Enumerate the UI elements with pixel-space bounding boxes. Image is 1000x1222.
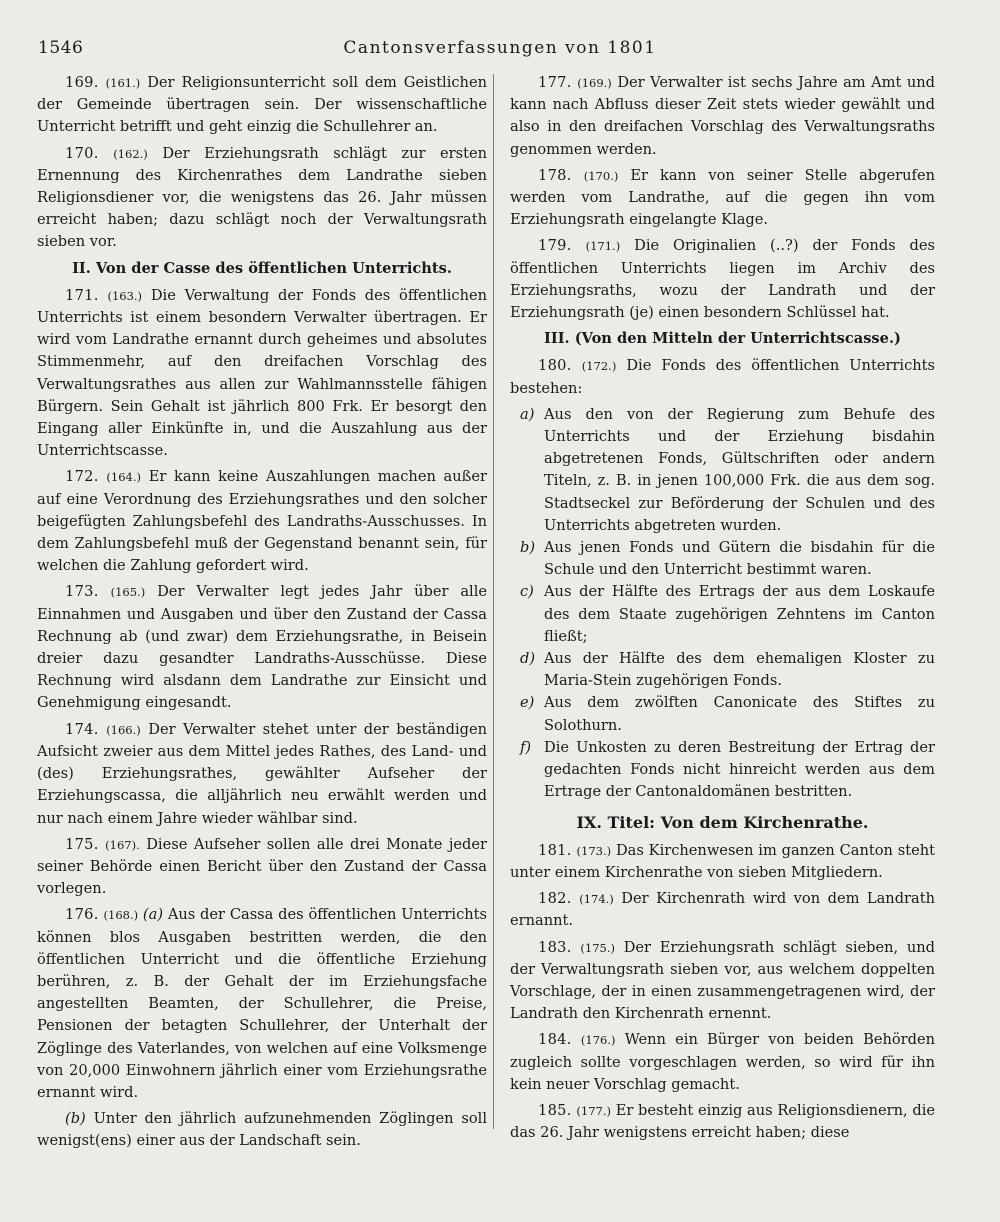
article-text: Der Religionsunterricht soll dem Geistlichen der Gemeinde übertragen sein. Der wissenschaftliche Unterricht betrifft und geht einzig die Schullehrer an. <box>37 74 487 136</box>
article-174 <box>37 719 487 830</box>
article-ref: (169.) <box>577 76 612 90</box>
article-ref: (170.) <box>583 168 619 183</box>
article-ref: (176.) <box>580 1033 616 1048</box>
article-176 <box>37 904 487 1104</box>
list-marker: a) <box>520 405 535 423</box>
list-text: Aus jenen Fonds und Gütern die bisdahin für die Schule und den Unterricht bestimmt waren. <box>544 539 935 579</box>
list-text: Aus den von der Regierung zum Behufe des Unterrichts und der Erziehung bisdahin abgetretenen Fonds, Gültschriften oder andern Titeln, z. B. in jenen 100,000 Frk. die aus dem sog. Stadtseckel zur Beförderung der Schulen und des Unterrichts abgetreten wurden. <box>544 405 935 534</box>
article-ref: (171.) <box>585 239 621 254</box>
list-item <box>510 692 935 736</box>
article-185 <box>510 1100 935 1144</box>
article-172 <box>37 466 487 577</box>
article-text: Der Verwalter stehet unter der beständigen Aufsicht zweier aus dem Mittel jedes Rathes, des Land- und (des) Erziehungsrathes, gewählter Aufseher der Erziehungscassa, die alljährlich neu erwählt werden und nur nach einem Jahre wieder wählbar sind. <box>37 720 488 827</box>
article-text: Er kann von seiner Stelle abgerufen werden vom Landrathe, auf die gegen ihn vom Erziehungsrath eingelangte Klage. <box>510 166 935 229</box>
article-ref: (165.) <box>110 585 146 600</box>
list-marker: d) <box>520 650 536 668</box>
article-number: 175. <box>65 835 99 853</box>
list-marker: b) <box>520 539 536 557</box>
article-171 <box>37 285 487 463</box>
article-number: 183. <box>538 938 572 956</box>
article-text: Er kann keine Auszahlungen machen außer auf eine Verordnung des Erziehungsrathes und den solcher beigefügten Zahlungsbefehl des Landraths-Ausschusses. In dem Zahlungsbefehl muß der Gegenstand benannt sein, für welchen die Zahlung gefordert wird. <box>37 468 488 575</box>
article-text: Die Fonds des öffentlichen Unterrichts bestehen: <box>510 357 936 397</box>
article-175 <box>37 834 487 901</box>
article-number: 173. <box>65 583 99 601</box>
article-ref: (168.) <box>103 908 139 923</box>
article-text: Die Originalien (..?) der Fonds des öffentlichen Unterrichts liegen im Archiv des Erziehungsraths, wozu der Landrath und der Erziehungsrath (je) einen besondern Schlüssel hat. <box>510 237 936 322</box>
section-heading-iii: III. (Von den Mitteln der Unterrichtscasse.) <box>544 330 901 348</box>
article-number: 170. <box>65 144 99 162</box>
article-ref: (177.) <box>576 1103 611 1118</box>
article-180 <box>510 355 935 399</box>
article-ref: (161.) <box>105 76 141 90</box>
list-item <box>510 581 935 648</box>
article-text: Diese Aufseher sollen alle drei Monate jeder seiner Behörde einen Bericht über den Zustand der Cassa vorlegen. <box>37 835 488 898</box>
list-text: Aus der Hälfte des dem ehemaligen Kloster zu Maria-Stein zugehörigen Fonds. <box>544 650 935 690</box>
article-182 <box>510 888 935 932</box>
page-number: 1546 <box>38 38 84 58</box>
article-184 <box>510 1029 935 1096</box>
article-text: Der Verwalter ist sechs Jahre am Amt und kann nach Abfluss dieser Zeit stets wieder gewählt und also in den dreifachen Vorschlag des Verwaltungsraths genommen werden. <box>510 74 936 158</box>
clause-mark: (b) <box>65 1110 86 1128</box>
article-text: Aus der Cassa des öffentlichen Unterrichts können blos Ausgaben bestritten werden, die den öffentlichen Unterricht und die öffentliche Erziehung berühren, z. B. der Gehalt der im Erziehungsfache angestellten Beamten, der Schullehrer, die Preise, Pensionen der betagten Schullehrer, der Unterhalt der Zöglinge des Vaterlandes, von welchen auf eine Volksmenge von 20,000 Einwohnern jährlich einer vom Erziehungsrathe ernannt wird. <box>37 906 488 1101</box>
article-ref: (166.) <box>106 722 141 737</box>
article-text: Unter den jährlich aufzunehmenden Zöglingen soll wenigst(ens) einer aus der Landschaft sein. <box>37 1110 487 1150</box>
article-number: 177. <box>538 74 572 91</box>
article-181 <box>510 840 935 884</box>
article-text: Der Verwalter legt jedes Jahr über alle Einnahmen und Ausgaben und über den Zustand der Cassa Rechnung ab (und zwar) dem Erziehungsrathe, in Beisein dreier dazu gesandter Landraths-Ausschüsse. Diese Rechnung wird alsdann dem Landrathe zur Einsicht und Genehmigung eingesandt. <box>37 583 488 712</box>
section-heading-ii: II. Von der Casse des öffentlichen Unterrichts. <box>72 259 452 277</box>
article-177 <box>510 72 935 161</box>
article-ref: (163.) <box>107 288 143 303</box>
article-text: Der Erziehungsrath schlägt zur ersten Ernennung des Kirchenrathes dem Landrathe sieben Religionsdiener vor, die wenigstens das 26. Jahr müssen erreicht haben; dazu schlägt noch der Verwaltungsrath sieben vor. <box>37 144 487 251</box>
fund-sources-list <box>510 404 935 804</box>
article-number: 180. <box>538 357 572 375</box>
right-column <box>510 72 935 1148</box>
list-marker: f) <box>520 738 532 756</box>
article-text: Der Kirchenrath wird von dem Landrath ernannt. <box>510 890 935 930</box>
article-ref: (164.) <box>106 470 141 485</box>
article-170 <box>37 143 487 254</box>
article-text: Die Verwaltung der Fonds des öffentlichen Unterrichts ist einem besondern Verwalter übertragen. Er wird vom Landrathe ernannt durch geheimes und absolutes Stimmenmehr, auf den dreifachen Vorschlag des Verwaltungsrathes aus allen zur Wahlmannsstelle fähigen Bürgern. Sein Gehalt ist jährlich 800 Frk. Er besorgt den Eingang aller Einkünfte in, und die Auszahlung aus der Unterrichtscasse. <box>37 286 488 460</box>
clause-mark: (a) <box>142 906 164 924</box>
article-number: 172. <box>65 468 99 486</box>
list-text: Aus der Hälfte des Ertrags der aus dem Loskaufe des dem Staate zugehörigen Zehntens im Canton fließt; <box>544 583 935 645</box>
left-column <box>37 72 487 1157</box>
article-number: 178. <box>538 166 572 184</box>
article-text: Wenn ein Bürger von beiden Behörden zugleich sollte vorgeschlagen werden, so wird für ihn kein neuer Vorschlag gemacht. <box>510 1031 936 1093</box>
article-ref: (162.) <box>113 146 148 161</box>
list-text: Aus dem zwölften Canonicate des Stiftes zu Solothurn. <box>544 694 935 734</box>
article-number: 185. <box>538 1101 572 1119</box>
article-176-b <box>37 1108 487 1152</box>
running-head: Cantonsverfassungen von 1801 <box>343 38 657 58</box>
title-heading-ix: IX. Titel: Von dem Kirchenrathe. <box>576 812 869 832</box>
article-173 <box>37 581 487 714</box>
article-ref: (172.) <box>581 359 617 374</box>
article-number: 182. <box>538 890 572 908</box>
article-number: 171. <box>65 286 99 304</box>
article-number: 174. <box>65 720 99 738</box>
article-text: Das Kirchenwesen im ganzen Canton steht unter einem Kirchenrathe von sieben Mitgliedern. <box>510 841 936 881</box>
article-number: 179. <box>538 237 572 255</box>
article-169 <box>37 72 487 139</box>
article-ref: (175.) <box>580 940 615 955</box>
list-marker: e) <box>520 694 535 712</box>
article-number: 169. <box>65 74 99 91</box>
article-178 <box>510 165 935 232</box>
article-text: Der Erziehungsrath schlägt sieben, und der Verwaltungsrath sieben vor, aus welchem doppelten Vorschlage, der in einen zusammengetragenen wird, der Landrath den Kirchenrath ernennt. <box>510 938 935 1023</box>
list-marker: c) <box>520 583 534 601</box>
article-text: Er besteht einzig aus Religionsdienern, die das 26. Jahr wenigstens erreicht haben; diese <box>510 1101 936 1142</box>
list-item <box>510 737 935 804</box>
column-divider <box>493 74 494 1129</box>
article-number: 176. <box>65 906 99 924</box>
article-number: 184. <box>538 1031 572 1049</box>
article-179 <box>510 235 935 324</box>
article-ref: (173.) <box>576 843 612 858</box>
list-item <box>510 404 935 537</box>
article-ref: (167). <box>105 837 140 852</box>
list-item <box>510 648 935 692</box>
article-number: 181. <box>538 841 572 859</box>
list-item <box>510 537 935 581</box>
article-183 <box>510 937 935 1026</box>
list-text: Die Unkosten zu deren Bestreitung der Ertrag der gedachten Fonds nicht hinreicht werden aus dem Ertrage der Cantonaldomänen bestritten. <box>544 738 935 801</box>
article-ref: (174.) <box>579 892 614 907</box>
